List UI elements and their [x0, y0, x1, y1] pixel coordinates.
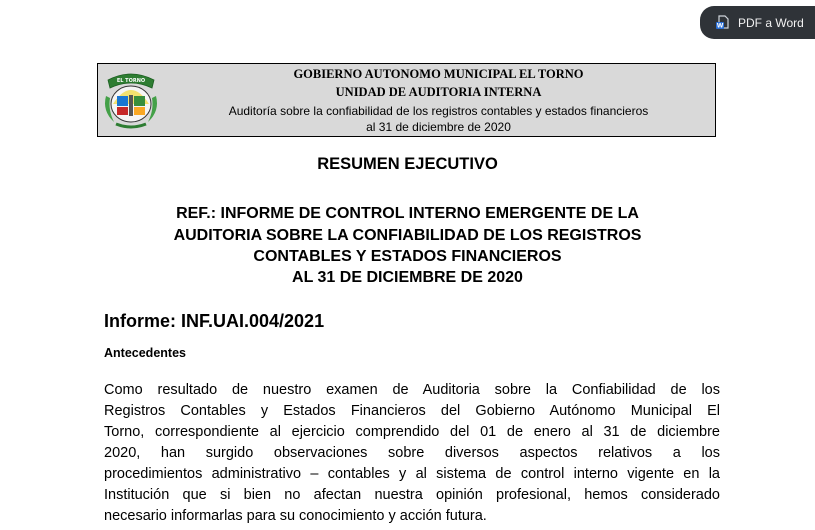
- municipal-logo: [100, 66, 162, 134]
- paragraph-line: 2020, han surgido observaciones sobre diversos aspectos relativos a los: [104, 445, 720, 461]
- word-document-icon: [716, 15, 730, 30]
- pdf-to-word-button[interactable]: [700, 6, 815, 39]
- header-audit-subject: Auditoría sobre la confiabilidad de los registros contables y estados financieros: [228, 104, 649, 118]
- document-title: RESUMEN EJECUTIVO: [317, 155, 498, 173]
- document-header: [97, 63, 716, 137]
- paragraph-line: Torno, correspondiente al ejercicio comprendido del 01 de enero al 31 de diciembre: [104, 424, 720, 440]
- header-audit-date: al 31 de diciembre de 2020: [366, 120, 511, 134]
- reference-line: AUDITORIA SOBRE LA CONFIABILIDAD DE LOS REGISTROS: [173, 227, 642, 244]
- paragraph-line: Institución que si bien no afectan nuestra opinión profesional, hemos considerado: [104, 487, 720, 503]
- svg-text:W: W: [716, 22, 724, 30]
- paragraph-line: Registros Contables y Estados Financieros del Gobierno Autónomo Municipal El: [104, 403, 720, 419]
- header-institution: GOBIERNO AUTONOMO MUNICIPAL EL TORNO: [293, 67, 584, 81]
- report-number: Informe: INF.UAI.004/2021: [104, 311, 325, 331]
- logo-text: EL TORNO: [116, 78, 146, 84]
- paragraph-line: necesario informarlas para su conocimiento y acción futura.: [104, 508, 487, 524]
- paragraph-line: Como resultado de nuestro examen de Auditoria sobre la Confiabilidad de los: [104, 382, 720, 398]
- reference-line: CONTABLES Y ESTADOS FINANCIEROS: [253, 248, 562, 265]
- paragraph-line: procedimientos administrativo – contables y al sistema de control interno vigente en la: [104, 466, 720, 482]
- section-heading: Antecedentes: [104, 346, 186, 360]
- header-unit: UNIDAD DE AUDITORIA INTERNA: [335, 85, 542, 99]
- pdf-to-word-label: PDF a Word: [738, 15, 804, 30]
- reference-line: AL 31 DE DICIEMBRE DE 2020: [292, 269, 523, 286]
- reference-line: REF.: INFORME DE CONTROL INTERNO EMERGENTE DE LA: [176, 205, 639, 222]
